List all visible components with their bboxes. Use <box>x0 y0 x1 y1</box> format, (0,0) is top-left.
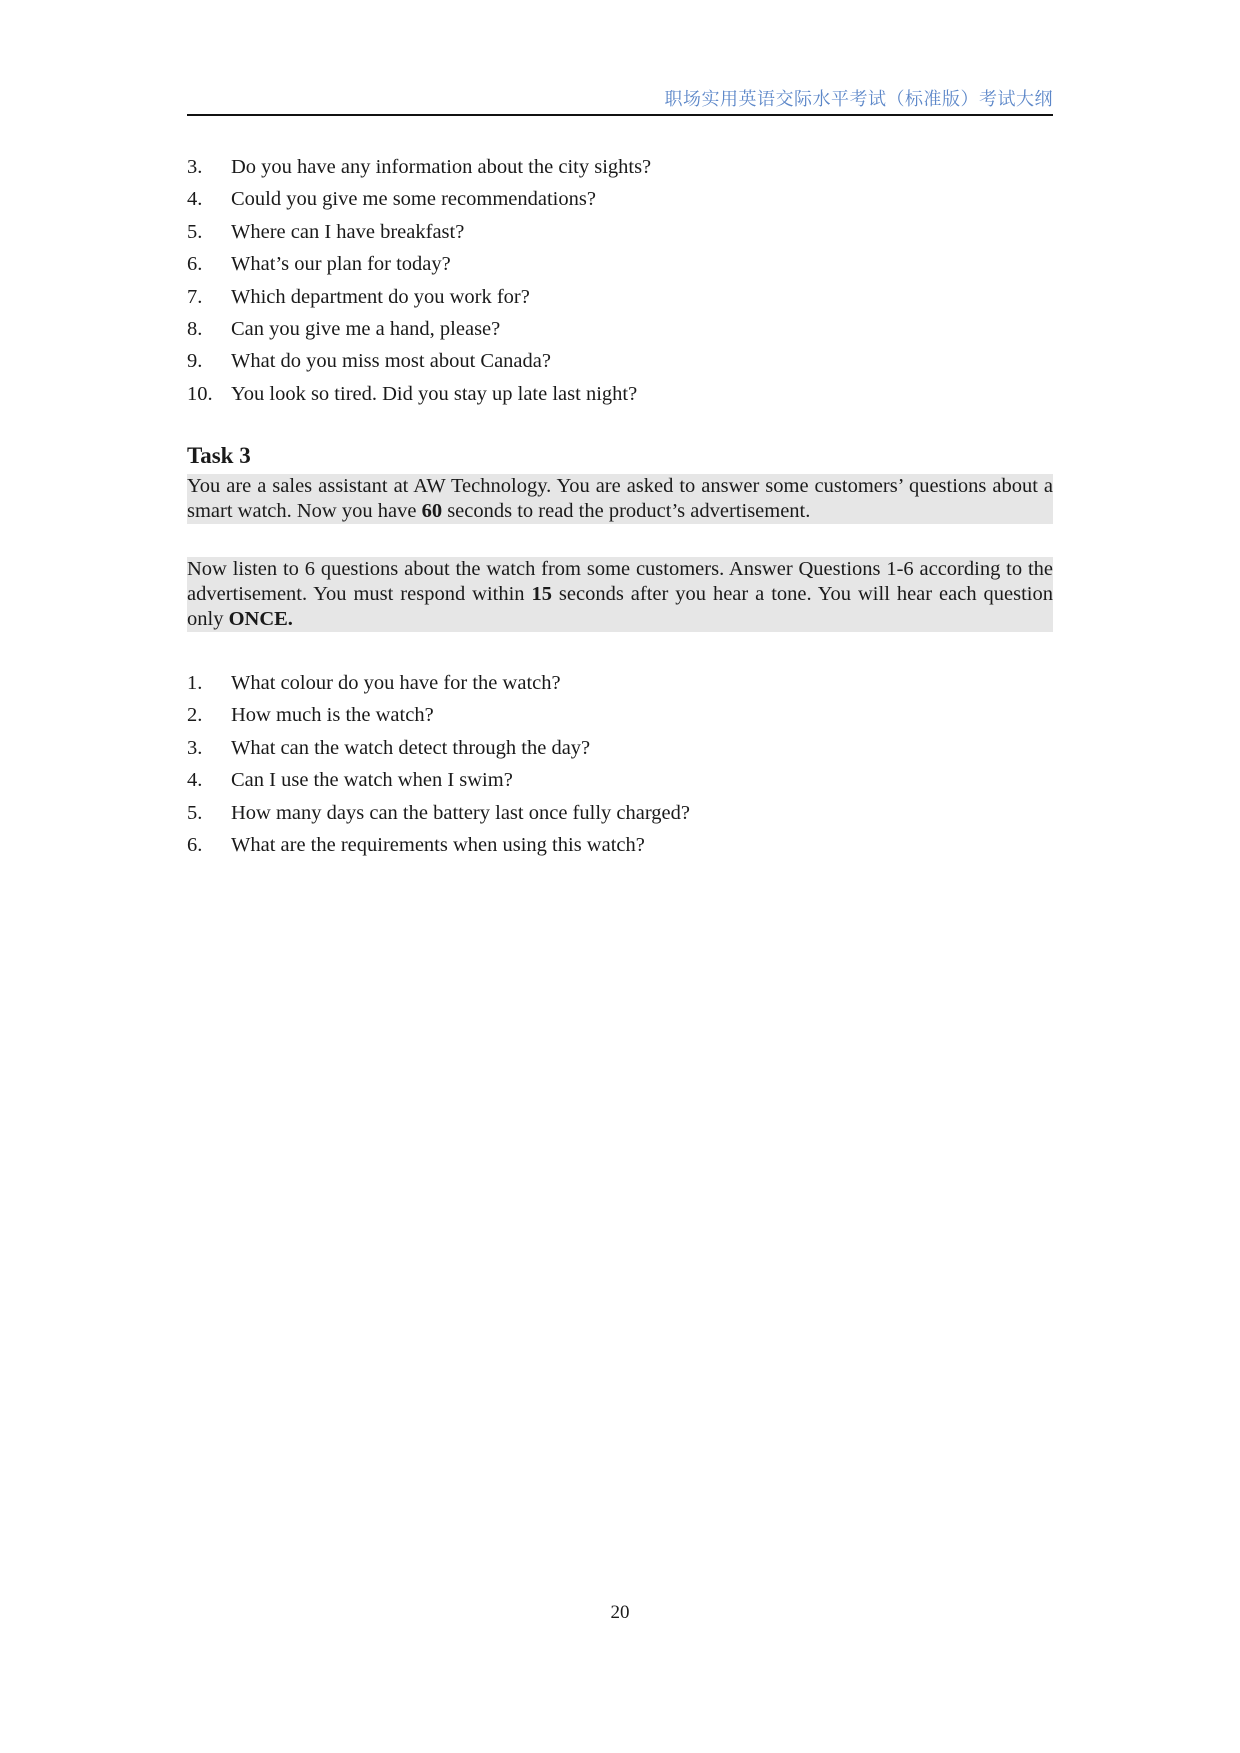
item-number: 6. <box>187 253 203 276</box>
list-item <box>187 345 651 377</box>
instruction-emphasis: 15 <box>531 583 552 605</box>
item-text: What’s our plan for today? <box>231 253 451 276</box>
item-text: Could you give me some recommendations? <box>231 188 596 211</box>
list-item <box>187 378 651 410</box>
item-number: 10. <box>187 382 213 405</box>
item-number: 9. <box>187 350 203 373</box>
list-item <box>187 151 651 183</box>
item-number: 2. <box>187 704 203 727</box>
item-number: 3. <box>187 156 203 178</box>
item-number: 5. <box>187 801 203 824</box>
item-text: What do you miss most about Canada? <box>231 350 551 373</box>
task3-instruction-listening <box>187 557 1053 632</box>
page-number: 20 <box>610 1602 630 1623</box>
list-item <box>187 216 651 248</box>
list-item <box>187 732 690 764</box>
item-text: What can the watch detect through the day? <box>231 736 591 759</box>
running-header: 职场实用英语交际水平考试（标准版）考试大纲 <box>664 89 1053 110</box>
list-item <box>187 313 651 345</box>
item-text: How many days can the battery last once fully charged? <box>231 801 690 824</box>
list-item <box>187 699 690 731</box>
list-item <box>187 667 690 699</box>
item-text: Which department do you work for? <box>231 285 530 308</box>
item-text: Do you have any information about the city sights? <box>231 156 652 178</box>
item-number: 4. <box>187 769 203 792</box>
list-item <box>187 797 690 829</box>
item-number: 7. <box>187 285 203 308</box>
instruction-text: seconds after you hear a tone. You will hear each question only <box>187 583 1054 630</box>
instruction-emphasis: ONCE. <box>228 608 293 630</box>
task3-question-list <box>187 667 690 861</box>
task2-question-list <box>187 151 651 410</box>
list-item <box>187 764 690 796</box>
list-item <box>187 183 651 215</box>
list-item <box>187 829 690 861</box>
list-item <box>187 248 651 280</box>
list-item <box>187 281 651 313</box>
header-divider <box>187 114 1053 116</box>
item-text: Can you give me a hand, please? <box>231 317 501 340</box>
item-number: 3. <box>187 736 203 759</box>
item-text: How much is the watch? <box>231 704 434 727</box>
item-number: 8. <box>187 317 203 340</box>
task3-instruction-reading <box>187 474 1053 524</box>
item-text: Where can I have breakfast? <box>231 220 465 243</box>
instruction-text: Now listen to 6 questions about the watch from some customers. Answer Questions 1-6 according to the advertisement. You must respond within <box>187 558 1053 605</box>
instruction-text: You are a sales assistant at AW Technology. You are asked to answer some customers’ questions about a smart watch. Now you have <box>187 475 1053 522</box>
item-text: What are the requirements when using this watch? <box>231 833 645 856</box>
item-number: 4. <box>187 188 203 211</box>
item-number: 5. <box>187 220 203 243</box>
task3-heading: Task 3 <box>187 443 251 468</box>
instruction-emphasis: 60 <box>421 500 443 522</box>
instruction-text: seconds to read the product’s advertisement. <box>442 500 811 522</box>
item-text: What colour do you have for the watch? <box>231 672 561 694</box>
item-number: 6. <box>187 833 203 856</box>
item-number: 1. <box>187 672 203 694</box>
item-text: Can I use the watch when I swim? <box>231 769 513 792</box>
item-text: You look so tired. Did you stay up late last night? <box>231 382 638 405</box>
